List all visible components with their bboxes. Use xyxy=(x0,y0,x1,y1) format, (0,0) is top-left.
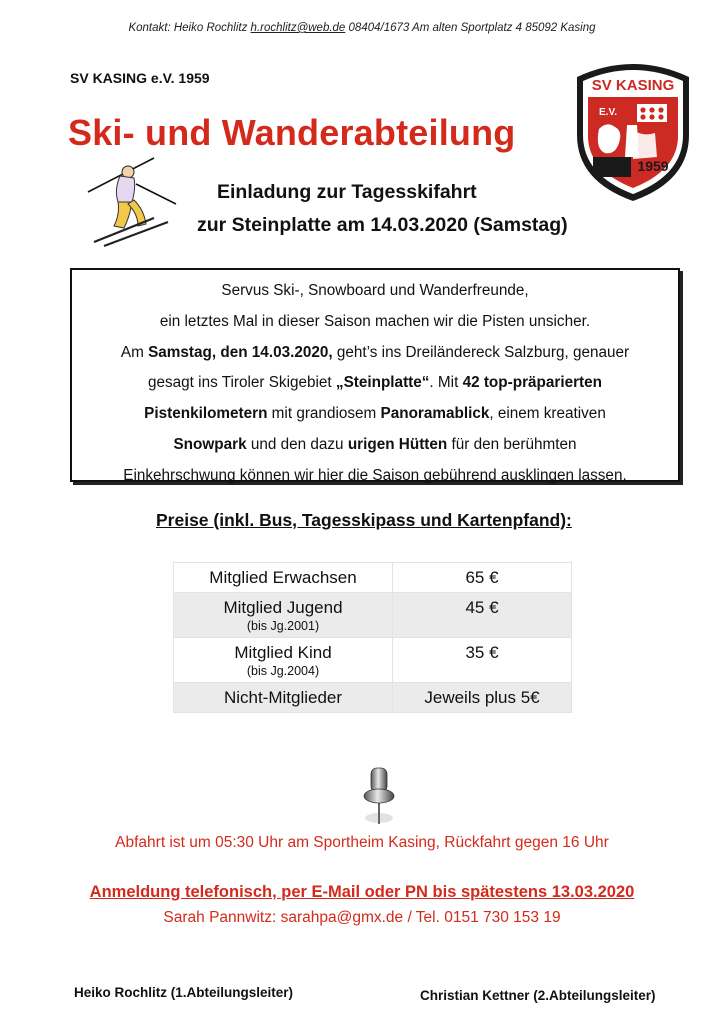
price-sublabel: (bis Jg.2004) xyxy=(246,664,320,678)
intro-line xyxy=(76,368,674,399)
intro-text: geht’s ins Dreiländereck Salzburg, genauer xyxy=(332,343,630,361)
price-label-cell xyxy=(174,683,393,713)
intro-bold: 42 top-präparierten xyxy=(462,374,602,392)
intro-text: für den berühmten xyxy=(447,435,577,453)
table-row xyxy=(174,563,572,593)
intro-line xyxy=(76,430,674,461)
table-row xyxy=(174,683,572,713)
intro-text: Am xyxy=(120,343,149,361)
intro-text-box xyxy=(70,268,680,482)
intro-text: Servus Ski-, Snowboard und Wanderfreunde, xyxy=(221,282,529,299)
price-value: 65 € xyxy=(393,563,572,593)
intro-text: und den dazu xyxy=(246,435,348,453)
price-label: Mitglied Kind xyxy=(234,643,332,662)
table-row xyxy=(174,593,572,638)
club-name: SV KASING e.V. 1959 xyxy=(70,70,210,86)
intro-text: . Mit xyxy=(429,374,463,392)
intro-text: gesagt ins Tiroler Skigebiet xyxy=(148,374,336,392)
skier-icon xyxy=(84,156,180,248)
intro-bold: „Steinplatte“ xyxy=(335,374,430,392)
intro-line xyxy=(76,338,674,369)
contact-suffix: 08404/1673 Am alten Sportplatz 4 85092 Kasing xyxy=(345,22,596,34)
intro-text: Einkehrschwung können wir hier die Saison gebührend ausklingen lassen. xyxy=(123,466,627,484)
price-label-cell xyxy=(174,593,393,638)
price-value: 35 € xyxy=(393,638,572,683)
departure-info: Abfahrt ist um 05:30 Uhr am Sportheim Kasing, Rückfahrt gegen 16 Uhr xyxy=(115,834,609,851)
registration-contact: Sarah Pannwitz: sarahpa@gmx.de / Tel. 0151 730 153 19 xyxy=(163,909,561,926)
intro-text: ein letztes Mal in dieser Saison machen wir die Pisten unsicher. xyxy=(159,312,591,330)
club-crest-logo xyxy=(571,57,695,203)
invitation-line-1: Einladung zur Tagesskifahrt xyxy=(217,181,477,203)
price-label-cell xyxy=(174,563,393,593)
signature-2: Christian Kettner (2.Abteilungsleiter) xyxy=(420,988,656,1003)
intro-bold: urigen Hütten xyxy=(347,435,448,453)
contact-email-link[interactable]: h.rochlitz@web.de xyxy=(250,22,346,34)
price-value: Jeweils plus 5€ xyxy=(393,683,572,713)
price-value: 45 € xyxy=(393,593,572,638)
price-label: Mitglied Erwachsen xyxy=(209,568,357,587)
logo-badge-text: E.V. xyxy=(599,107,617,118)
signature-1: Heiko Rochlitz (1.Abteilungsleiter) xyxy=(74,985,294,1000)
invitation-line-2: zur Steinplatte am 14.03.2020 (Samstag) xyxy=(197,214,568,236)
department-title: Ski- und Wanderabteilung xyxy=(68,112,516,153)
intro-line xyxy=(76,461,674,492)
registration-info: Anmeldung telefonisch, per E-Mail oder PN bis spätestens 13.03.2020 xyxy=(89,883,635,901)
logo-top-text: SV KASING xyxy=(591,77,675,94)
intro-line xyxy=(76,399,674,430)
intro-bold: Samstag, den 14.03.2020, xyxy=(148,343,333,361)
price-label: Nicht-Mitglieder xyxy=(223,688,343,707)
table-row xyxy=(174,638,572,683)
intro-bold: Panoramablick xyxy=(380,405,490,423)
price-label: Mitglied Jugend xyxy=(223,598,343,617)
price-sublabel: (bis Jg.2001) xyxy=(246,619,320,633)
logo-year: 1959 xyxy=(637,158,669,174)
intro-bold: Snowpark xyxy=(173,435,247,453)
intro-line xyxy=(76,276,674,307)
pushpin-icon xyxy=(357,762,401,830)
intro-bold: Pistenkilometern xyxy=(144,405,268,423)
intro-text: mit grandiosem xyxy=(267,405,381,423)
intro-text: , einem kreativen xyxy=(489,405,606,423)
contact-line xyxy=(0,22,724,34)
price-label-cell xyxy=(174,638,393,683)
price-table xyxy=(173,562,572,713)
intro-line xyxy=(76,307,674,338)
contact-prefix: Kontakt: Heiko Rochlitz xyxy=(128,22,251,34)
prices-heading: Preise (inkl. Bus, Tagesskipass und Kartenpfand): xyxy=(156,510,572,530)
